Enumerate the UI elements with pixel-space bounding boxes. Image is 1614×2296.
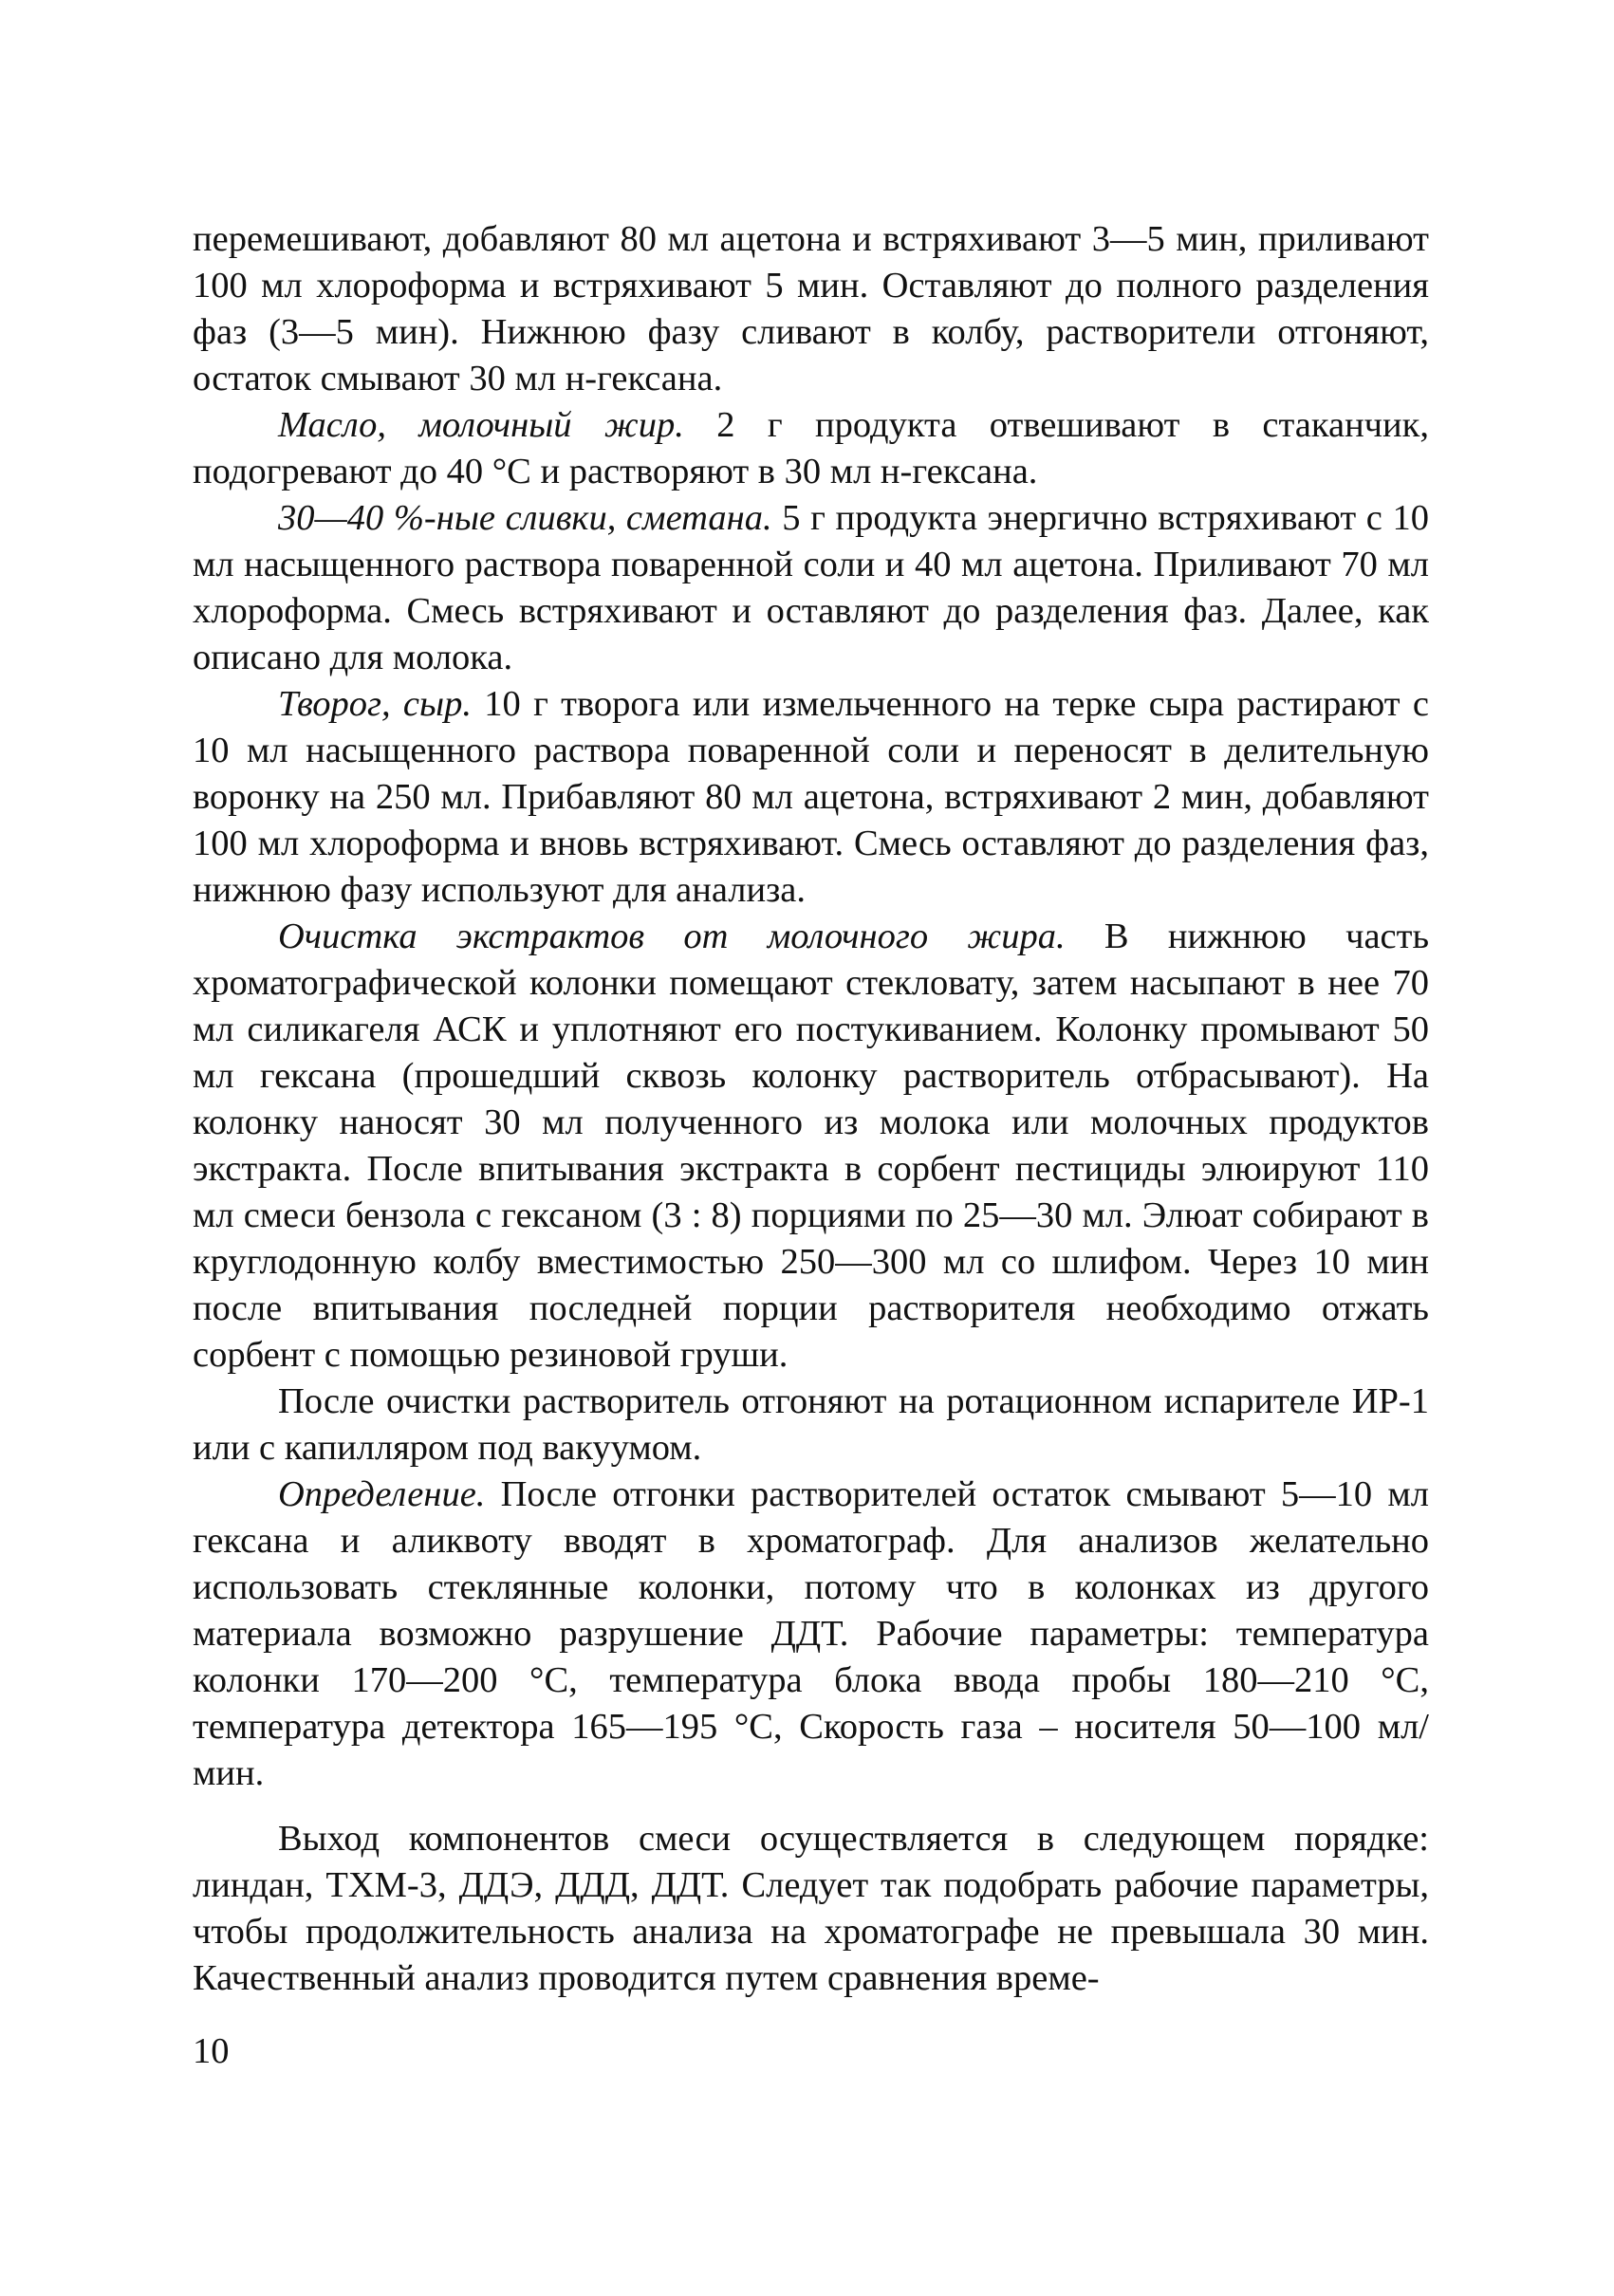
paragraph-heading: 30—40 %-ные сливки, сметана. <box>278 498 772 538</box>
paragraph-solvent-removal: После очистки растворитель отгоняют на ротационном испарителе ИР-1 или с капилляром под вакуумом. <box>193 1381 1429 1468</box>
paragraph-extract-cleanup: Очистка экстрактов от молочного жира. В нижнюю часть хроматографической колонки помещают стекловату, затем насыпают в нее 70 мл силикагеля АСК и уплотняют его постукиванием. Колонку промывают 50 мл гексана (прошедший сквозь колонку растворитель отбрасывают). На колонку наносят 30 мл полученного из молока или молочных продуктов экстракта. После впитывания экстракта в сорбент пестициды элюируют 110 мл смеси бензола с гексаном (3 : 8) порциями по 25—30 мл. Элюат собирают в круглодонную колбу вместимостью 250—300 мл со шлифом. Через 10 мин после впитывания последней порции растворителя необходимо отжать сорбент с помощью резиновой груши. <box>193 917 1429 1375</box>
paragraph-elution-order: Выход компонентов смеси осуществляется в следующем порядке: линдан, ТХМ-3, ДДЭ, ДДД, ДДТ. Следует так подобрать рабочие параметры, чтобы продолжительность анализа на хроматографе не превышала 30 мин. Качественный анализ проводится путем сравнения време- <box>193 1819 1429 1998</box>
paragraph-cream: 30—40 %-ные сливки, сметана. 5 г продукта энергично встряхивают с 10 мл насыщенного раствора поваренной соли и 40 мл ацетона. Приливают 70 мл хлороформа. Смесь встряхивают и оставляют до разделения фаз. Далее, как описано для молока. <box>193 498 1429 677</box>
paragraph-milk-continued: перемешивают, добавляют 80 мл ацетона и встряхивают 3—5 мин, приливают 100 мл хлороформа и встряхивают 5 мин. Оставляют до полного разделения фаз (3—5 мин). Нижнюю фазу сливают в колбу, растворители отгоняют, остаток смывают 30 мл н-гексана. <box>193 219 1429 398</box>
paragraph-butter: Масло, молочный жир. 2 г продукта отвешивают в стаканчик, подогревают до 40 °С и растворяют в 30 мл н-гексана. <box>193 405 1429 491</box>
paragraph-heading: Определение. <box>278 1474 486 1514</box>
page-number: 10 <box>193 2031 230 2071</box>
paragraph-heading: Творог, сыр. <box>278 684 472 724</box>
paragraph-determination: Определение. После отгонки растворителей остаток смывают 5—10 мл гексана и аликвоту вводят в хроматограф. Для анализов желательно использовать стеклянные колонки, потому что в колонках из другого материала возможно разрушение ДДТ. Рабочие параметры: температура колонки 170—200 °С, температура блока ввода пробы 180—210 °С, температура детектора 165—195 °С, Скорость газа – носителя 50—100 мл/мин. <box>193 1474 1429 1793</box>
body-text <box>193 216 1429 2002</box>
paragraph-cheese: Творог, сыр. 10 г творога или измельченного на терке сыра растирают с 10 мл насыщенного раствора поваренной соли и переносят в делительную воронку на 250 мл. Прибавляют 80 мл ацетона, встряхивают 2 мин, добавляют 100 мл хлороформа и вновь встряхивают. Смесь оставляют до разделения фаз, нижнюю фазу используют для анализа. <box>193 684 1429 910</box>
paragraph-heading: Очистка экстрактов от молочного жира. <box>278 917 1066 956</box>
paragraph-heading: Масло, молочный жир. <box>278 405 684 445</box>
